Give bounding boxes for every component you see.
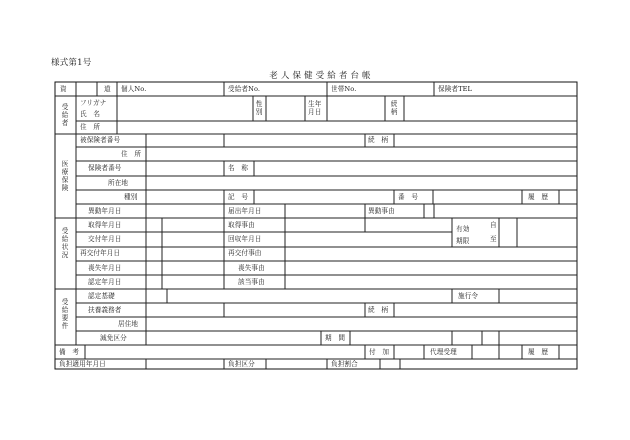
valid-period-label: 有効期限 [456,225,470,245]
individual-no-label: 個人No. [121,85,147,93]
form-number: 様式第1号 [51,58,92,68]
sex-label: 性別 [255,100,263,116]
loss-date-label: 喪失年月日 [88,264,122,272]
name-label: 氏 名 [80,110,101,118]
acquire-date-label: 取得年月日 [88,221,122,229]
change-date-label: 異動年月日 [88,207,122,215]
number-label: 番 号 [398,193,419,201]
exemption-label: 減免区分 [100,334,127,342]
relation-label: 続柄 [390,100,398,116]
burden-date-label: 負担適用年月日 [59,360,106,368]
report-date-label: 届出年月日 [228,207,262,215]
insurer-name-label: 名 称 [228,164,249,172]
mi-address-label: 住 所 [121,150,142,158]
insurer-number-label: 保険者番号 [88,164,122,172]
acquire-reason-label: 取得事由 [228,221,255,229]
enforce-label: 施行令 [458,292,479,300]
cert-basis-label: 認定基礎 [88,292,115,300]
change-reason-label: 異動事由 [368,207,395,215]
type-label: 種別 [124,193,138,201]
residence-label: 居住地 [118,320,139,328]
household-no-label: 世帯No. [331,85,357,93]
address-label: 住 所 [80,123,101,131]
proxy-label: 代理受理 [430,348,457,356]
mi-history-label: 履 歴 [528,193,549,201]
burden-category-label: 負担区分 [228,360,255,368]
period-label: 期 間 [325,334,346,342]
valid-from-label: 自 [490,221,497,229]
dependent-obligor-label: 扶養義務者 [88,306,122,314]
footer-history-label: 履 歴 [528,348,549,356]
burden-ratio-label: 負担割合 [331,360,358,368]
birth-label: 生年月日 [308,100,322,116]
mi-relation-label: 続 柄 [368,136,389,144]
issue-date-label: 交付年月日 [88,235,122,243]
symbol-label: 記 号 [228,193,249,201]
furigana-label: フリガナ [80,99,107,107]
benefit-status-section-label: 受給状況 [61,227,69,259]
loss-reason-label: 喪失事由 [238,264,265,272]
insured-number-label: 被保険者番号 [80,136,121,144]
remarks-label: 備 考 [59,348,80,356]
location-label: 所在地 [108,179,129,187]
insurer-tel-label: 保険者TEL [438,85,472,93]
attached-label: 付 加 [369,348,390,356]
applicable-reason-label: 該当事由 [238,278,265,286]
recipient-section-label: 受給者 [61,103,69,127]
row1-prefecture-char: 資 [60,85,67,93]
form-title: 老 人 保 健 受 給 者 台 帳 [269,71,371,81]
reissue-reason-label: 再交付事由 [228,249,262,257]
medical-insurance-section-label: 医療保険 [61,160,69,192]
req-relation-label: 続 柄 [368,306,389,314]
valid-to-label: 至 [490,235,497,243]
requirements-section-label: 受給要件 [61,298,69,330]
row1-road-char: 道 [104,85,111,93]
collect-date-label: 回収年月日 [228,235,262,243]
recipient-no-label: 受給者No. [228,85,261,93]
reissue-date-label: 再交付年月日 [80,249,121,257]
cert-date-label: 認定年月日 [88,278,122,286]
